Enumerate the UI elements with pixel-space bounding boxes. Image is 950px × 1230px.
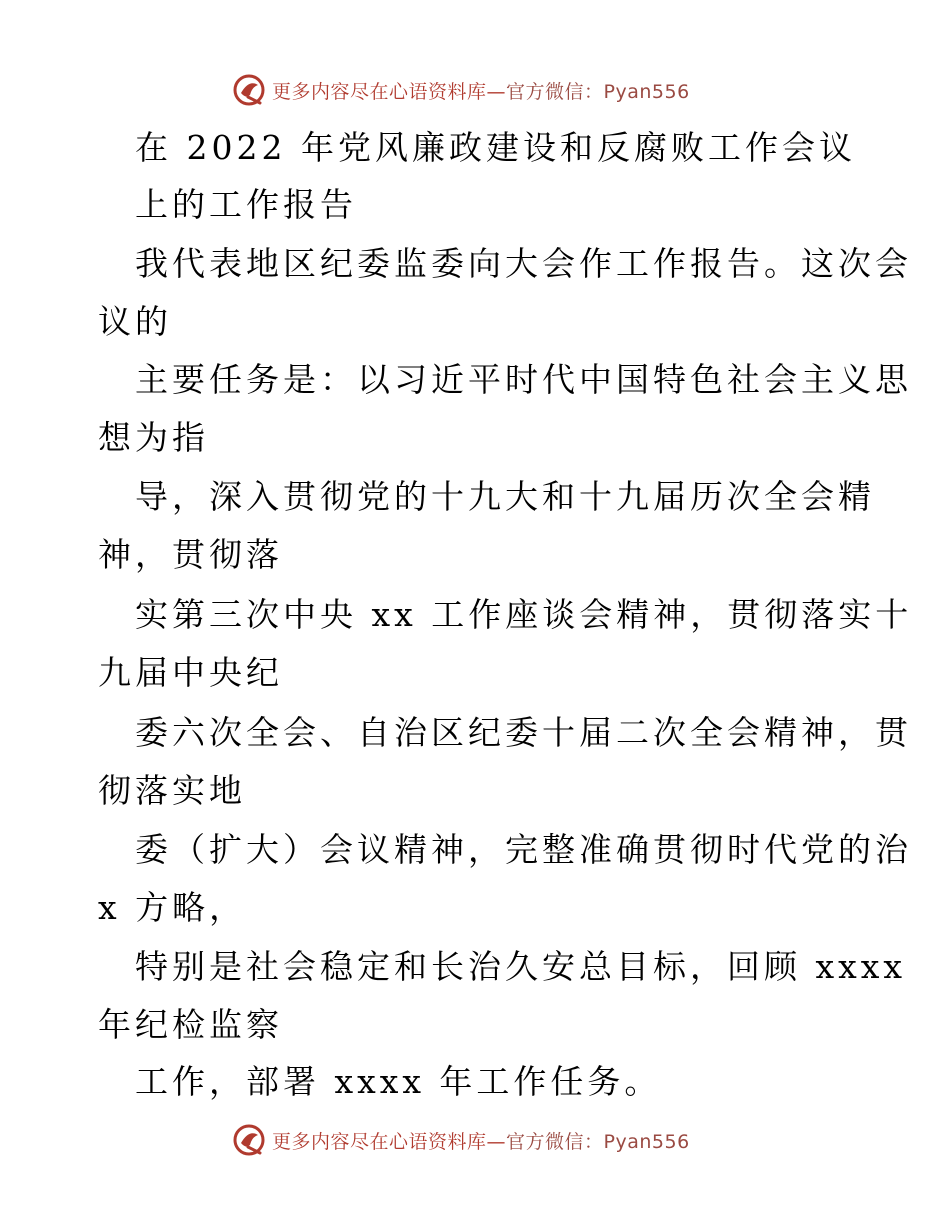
watermark-separator: — [486,80,507,103]
watermark-banner-bottom [232,1122,690,1158]
paragraph-line: 想为指 [98,418,209,457]
paragraph-line: 实第三次中央 xx 工作座谈会精神，贯彻落实十 [135,595,913,634]
paragraph-line: 彻落实地 [98,771,246,810]
paragraph-line: 主要任务是：以习近平时代中国特色社会主义思 [135,360,912,399]
paragraph-line: 委（扩大）会议精神，完整准确贯彻时代党的治 [135,830,912,869]
paragraph-line: x 方略， [98,888,247,927]
paragraph-line: 导，深入贯彻党的十九大和十九届历次全会精 [135,477,875,516]
watermark-contact: 官方微信：Pyan556 [506,1130,690,1153]
document-title-line-2: 上的工作报告 [135,185,357,224]
watermark-text: 更多内容尽在心语资料库 [272,1130,487,1153]
paragraph-line: 九届中央纪 [98,653,283,692]
paragraph-line: 委六次全会、自治区纪委十届二次全会精神，贯 [135,713,912,752]
red-swirl-logo-icon [232,1123,266,1157]
paragraph-line: 神，贯彻落 [98,535,283,574]
watermark-separator: — [486,1130,507,1153]
paragraph-line: 工作，部署 xxxx 年工作任务。 [135,1062,662,1101]
paragraph-line: 议的 [98,302,172,341]
paragraph-line: 特别是社会稳定和长治久安总目标，回顾 xxxx [135,947,906,986]
document-title-line-1: 在 2022 年党风廉政建设和反腐败工作会议 [135,128,856,167]
watermark-text: 更多内容尽在心语资料库 [272,80,487,103]
watermark-contact: 官方微信：Pyan556 [506,80,690,103]
paragraph-line: 我代表地区纪委监委向大会作工作报告。这次会 [135,244,912,283]
red-swirl-logo-icon [232,73,266,107]
paragraph-line: 年纪检监察 [98,1005,283,1044]
watermark-banner-top [232,72,690,108]
